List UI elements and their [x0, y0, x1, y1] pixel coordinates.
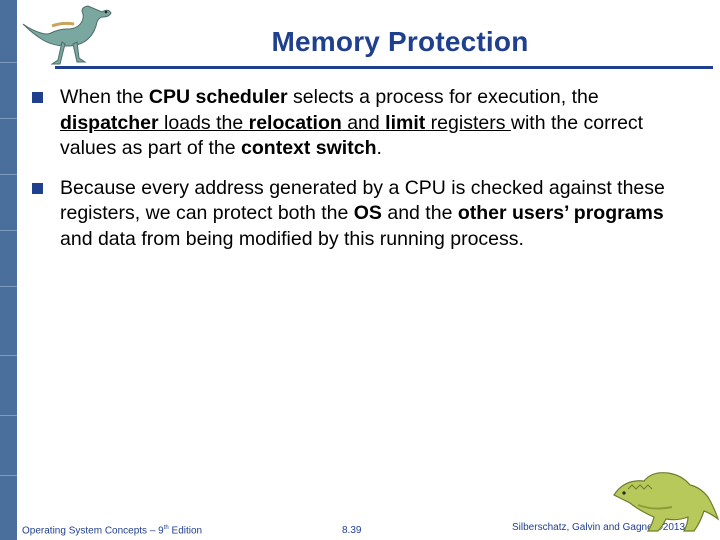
bullet-text-run: When the [60, 86, 149, 108]
dinosaur-bottom-icon [608, 465, 720, 540]
footer-book-sup: th [163, 525, 169, 531]
sidebar-divider [0, 62, 17, 63]
bullet-text-run: Because every address generated by a CPU is checked against these registers, we can protect both the [60, 176, 665, 224]
sidebar-divider [0, 230, 17, 231]
bullet-text-run: context switch [241, 137, 377, 159]
bullet-item [30, 176, 700, 253]
bullet-text-run: and data from being modified by this running process. [60, 227, 524, 250]
bullet-text-run: registers [425, 111, 511, 134]
bullet-text-run: other users’ programs [457, 202, 664, 224]
sidebar-divider [0, 174, 17, 175]
bullet-text-run: selects a process for execution, the [287, 86, 599, 108]
bullet-text-run: with the correct values as part of the [60, 111, 644, 159]
bullet-text-run: loads the [158, 111, 249, 134]
footer-page-number: 8.39 [342, 525, 362, 536]
title-underline [55, 66, 713, 69]
bullet-text-run: dispatcher [60, 111, 159, 134]
sidebar-divider [0, 415, 17, 416]
bullet-marker-icon [32, 92, 43, 103]
dinosaur-top-icon [22, 4, 114, 66]
slide-title: Memory Protection [271, 26, 529, 57]
bullet-text-run: and [341, 111, 386, 134]
bullet-text-run: OS [353, 202, 382, 224]
left-sidebar-stripe [0, 0, 17, 540]
sidebar-divider [0, 118, 17, 119]
bullet-text-run: and the [381, 202, 458, 224]
sidebar-divider [0, 286, 17, 287]
bullet-list [30, 85, 700, 266]
footer-book-title [22, 525, 202, 536]
bullet-text-run: . [376, 137, 382, 159]
bullet-item [30, 85, 700, 162]
sidebar-divider [0, 475, 17, 476]
bullet-text-run: CPU scheduler [148, 86, 288, 108]
sidebar-divider [0, 355, 17, 356]
footer-book-suffix: Edition [168, 525, 203, 537]
bullet-text-run: relocation [248, 111, 342, 134]
footer-copyright: Silberschatz, Galvin and Gagne ©2013 [512, 522, 686, 533]
bullet-text-run: limit [385, 111, 426, 134]
bullet-marker-icon [32, 183, 43, 194]
footer-book-text: Operating System Concepts – 9 [22, 525, 164, 537]
